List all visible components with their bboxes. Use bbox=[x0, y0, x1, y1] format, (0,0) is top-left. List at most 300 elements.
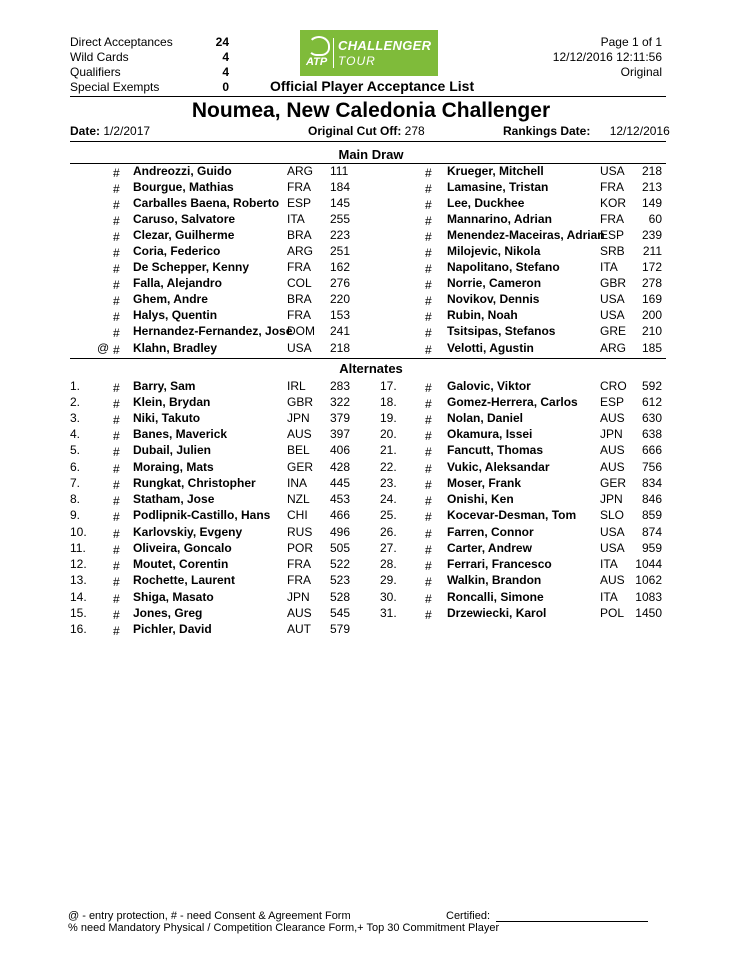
consent-mark: # bbox=[113, 445, 120, 459]
alternate-number: 4. bbox=[70, 427, 81, 441]
player-country: CRO bbox=[600, 379, 627, 393]
summary-label: Wild Cards bbox=[70, 50, 129, 64]
consent-mark: # bbox=[425, 608, 432, 622]
summary-value: 24 bbox=[215, 35, 229, 49]
consent-mark: # bbox=[425, 310, 432, 324]
player-country: AUT bbox=[287, 622, 311, 636]
player-name: Farren, Connor bbox=[447, 525, 534, 539]
divider bbox=[70, 96, 666, 97]
alternate-number: 15. bbox=[70, 606, 87, 620]
consent-mark: # bbox=[425, 397, 432, 411]
player-name: Milojevic, Nikola bbox=[447, 244, 541, 258]
document-version: Original bbox=[620, 65, 662, 79]
tennis-player-icon bbox=[308, 36, 330, 56]
table-row bbox=[0, 492, 742, 508]
player-name: Menendez-Maceiras, Adrian bbox=[447, 228, 605, 242]
player-country: GRE bbox=[600, 324, 627, 338]
logo-line1: CHALLENGER bbox=[338, 38, 432, 53]
consent-mark: # bbox=[113, 310, 120, 324]
main-draw-title: Main Draw bbox=[338, 147, 404, 162]
consent-mark: # bbox=[425, 182, 432, 196]
player-rank: 211 bbox=[642, 244, 662, 258]
player-name: Moser, Frank bbox=[447, 476, 522, 490]
consent-mark: # bbox=[113, 462, 120, 476]
consent-mark: # bbox=[113, 624, 120, 638]
consent-mark: # bbox=[425, 494, 432, 508]
alternate-number: 13. bbox=[70, 573, 87, 587]
player-rank: 322 bbox=[330, 395, 351, 409]
player-country: SRB bbox=[600, 244, 625, 258]
player-name: Kocevar-Desman, Tom bbox=[447, 508, 577, 522]
player-name: Napolitano, Stefano bbox=[447, 260, 560, 274]
alternate-number: 2. bbox=[70, 395, 81, 409]
player-name: Clezar, Guilherme bbox=[133, 228, 235, 242]
consent-mark: # bbox=[113, 543, 120, 557]
player-name: Oliveira, Goncalo bbox=[133, 541, 232, 555]
table-row bbox=[0, 508, 742, 524]
player-country: ESP bbox=[287, 196, 312, 210]
player-country: ITA bbox=[600, 590, 618, 604]
consent-mark: # bbox=[113, 494, 120, 508]
player-country: ARG bbox=[600, 341, 627, 355]
player-country: COL bbox=[287, 276, 312, 290]
cutoff-label: Original Cut Off: bbox=[308, 124, 402, 138]
player-name: Andreozzi, Guido bbox=[133, 164, 232, 178]
logo-divider bbox=[333, 38, 334, 68]
summary-value: 4 bbox=[222, 65, 229, 79]
player-name: Okamura, Issei bbox=[447, 427, 533, 441]
player-name: Velotti, Agustin bbox=[447, 341, 534, 355]
consent-mark: # bbox=[113, 230, 120, 244]
table-row bbox=[0, 228, 742, 244]
player-rank: 428 bbox=[330, 460, 351, 474]
table-row bbox=[0, 590, 742, 606]
legend-line-1: @ - entry protection, # - need Consent & Agreement Form bbox=[68, 910, 351, 922]
alternate-number: 17. bbox=[380, 379, 397, 393]
player-country: AUS bbox=[287, 606, 312, 620]
player-name: Lamasine, Tristan bbox=[447, 180, 549, 194]
player-country: ESP bbox=[600, 395, 625, 409]
player-country: USA bbox=[600, 164, 625, 178]
player-name: Carballes Baena, Roberto bbox=[133, 196, 280, 210]
alternate-number: 30. bbox=[380, 590, 397, 604]
player-name: Mannarino, Adrian bbox=[447, 212, 552, 226]
player-name: Walkin, Brandon bbox=[447, 573, 542, 587]
player-country: USA bbox=[600, 525, 625, 539]
consent-mark: # bbox=[113, 381, 120, 395]
player-country: AUS bbox=[600, 573, 625, 587]
consent-mark: # bbox=[113, 429, 120, 443]
player-name: Statham, Jose bbox=[133, 492, 215, 506]
player-name: Shiga, Masato bbox=[133, 590, 214, 604]
generated-datetime: 12/12/2016 12:11:56 bbox=[552, 50, 662, 64]
summary-label: Qualifiers bbox=[70, 65, 121, 79]
consent-mark: # bbox=[425, 343, 432, 357]
player-country: ITA bbox=[600, 260, 618, 274]
player-country: ARG bbox=[287, 244, 314, 258]
player-name: Gomez-Herrera, Carlos bbox=[447, 395, 578, 409]
summary-value: 0 bbox=[222, 80, 229, 94]
consent-mark: # bbox=[113, 214, 120, 228]
player-name: Vukic, Aleksandar bbox=[447, 460, 550, 474]
player-rank: 859 bbox=[641, 508, 662, 522]
player-country: CHI bbox=[287, 508, 308, 522]
player-country: GER bbox=[287, 460, 314, 474]
consent-mark: # bbox=[113, 246, 120, 260]
certified-label: Certified: bbox=[446, 910, 491, 922]
player-rank: 528 bbox=[330, 590, 351, 604]
player-country: BEL bbox=[287, 443, 310, 457]
table-row bbox=[0, 622, 742, 638]
alternate-number: 11. bbox=[70, 541, 86, 555]
player-rank: 959 bbox=[641, 541, 662, 555]
cutoff-value: 278 bbox=[404, 124, 425, 138]
alternate-number: 27. bbox=[380, 541, 397, 555]
player-name: Halys, Quentin bbox=[133, 308, 218, 322]
consent-mark: # bbox=[113, 478, 120, 492]
cutoff-field bbox=[308, 124, 425, 138]
divider bbox=[70, 358, 666, 359]
player-country: FRA bbox=[600, 180, 624, 194]
consent-mark: # bbox=[425, 559, 432, 573]
alternate-number: 26. bbox=[380, 525, 397, 539]
consent-mark: # bbox=[425, 592, 432, 606]
alternate-number: 6. bbox=[70, 460, 81, 474]
player-country: FRA bbox=[287, 180, 311, 194]
player-rank: 145 bbox=[330, 196, 351, 210]
player-rank: 1450 bbox=[635, 606, 662, 620]
alternate-number: 29. bbox=[380, 573, 397, 587]
player-rank: 846 bbox=[641, 492, 662, 506]
table-row bbox=[0, 260, 742, 276]
player-rank: 756 bbox=[641, 460, 662, 474]
player-country: GER bbox=[600, 476, 627, 490]
player-name: Ghem, Andre bbox=[133, 292, 208, 306]
player-name: Roncalli, Simone bbox=[447, 590, 544, 604]
player-country: JPN bbox=[287, 411, 310, 425]
table-row bbox=[0, 180, 742, 196]
player-rank: 278 bbox=[641, 276, 662, 290]
player-rank: 153 bbox=[330, 308, 351, 322]
player-country: KOR bbox=[600, 196, 627, 210]
table-row bbox=[0, 292, 742, 308]
player-rank: 579 bbox=[330, 622, 351, 636]
player-country: INA bbox=[287, 476, 308, 490]
player-name: Barry, Sam bbox=[133, 379, 196, 393]
consent-mark: # bbox=[113, 198, 120, 212]
player-country: FRA bbox=[287, 557, 311, 571]
player-name: Klahn, Bradley bbox=[133, 341, 218, 355]
player-country: FRA bbox=[600, 212, 624, 226]
player-name: Novikov, Dennis bbox=[447, 292, 540, 306]
player-country: USA bbox=[287, 341, 312, 355]
player-country: FRA bbox=[287, 260, 311, 274]
player-name: Pichler, David bbox=[133, 622, 212, 636]
consent-mark: # bbox=[113, 510, 120, 524]
alternate-number: 1. bbox=[70, 379, 81, 393]
player-name: Caruso, Salvatore bbox=[133, 212, 236, 226]
consent-mark: # bbox=[425, 543, 432, 557]
player-country: AUS bbox=[287, 427, 312, 441]
consent-mark: # bbox=[425, 230, 432, 244]
player-country: ITA bbox=[600, 557, 618, 571]
consent-mark: # bbox=[113, 397, 120, 411]
alternate-number: 28. bbox=[380, 557, 397, 571]
table-row bbox=[0, 308, 742, 324]
logo-atp-text: ATP bbox=[306, 56, 328, 68]
player-rank: 630 bbox=[641, 411, 662, 425]
player-rank: 505 bbox=[330, 541, 351, 555]
player-rank: 1083 bbox=[635, 590, 662, 604]
player-rank: 466 bbox=[330, 508, 351, 522]
table-row bbox=[0, 196, 742, 212]
player-name: Ferrari, Francesco bbox=[447, 557, 552, 571]
player-name: Falla, Alejandro bbox=[133, 276, 222, 290]
player-rank: 638 bbox=[641, 427, 662, 441]
alternate-number: 7. bbox=[70, 476, 81, 490]
player-country: BRA bbox=[287, 228, 312, 242]
player-country: GBR bbox=[600, 276, 627, 290]
player-rank: 172 bbox=[641, 260, 662, 274]
date-value: 1/2/2017 bbox=[103, 124, 151, 138]
entry-protection-mark: @ bbox=[97, 341, 110, 355]
table-row bbox=[0, 573, 742, 589]
player-country: AUS bbox=[600, 460, 625, 474]
consent-mark: # bbox=[425, 294, 432, 308]
player-rank: 185 bbox=[641, 341, 662, 355]
consent-mark: # bbox=[113, 182, 120, 196]
divider bbox=[70, 141, 666, 142]
alternate-number: 20. bbox=[380, 427, 397, 441]
player-rank: 184 bbox=[330, 180, 351, 194]
consent-mark: # bbox=[425, 413, 432, 427]
player-rank: 241 bbox=[330, 324, 351, 338]
summary-value: 4 bbox=[222, 50, 229, 64]
player-rank: 445 bbox=[330, 476, 351, 490]
player-name: Moutet, Corentin bbox=[133, 557, 229, 571]
table-row bbox=[0, 395, 742, 411]
player-country: ARG bbox=[287, 164, 314, 178]
table-row bbox=[0, 341, 742, 357]
player-country: GBR bbox=[287, 395, 314, 409]
player-rank: 200 bbox=[641, 308, 662, 322]
consent-mark: # bbox=[425, 278, 432, 292]
consent-mark: # bbox=[113, 343, 120, 357]
alternate-number: 18. bbox=[380, 395, 397, 409]
legend-line-2: % need Mandatory Physical / Competition Clearance Form,+ Top 30 Commitment Player bbox=[68, 922, 500, 934]
alternate-number: 21. bbox=[380, 443, 397, 457]
consent-mark: # bbox=[425, 510, 432, 524]
player-name: Drzewiecki, Karol bbox=[447, 606, 547, 620]
player-name: Jones, Greg bbox=[133, 606, 203, 620]
alternate-number: 16. bbox=[70, 622, 87, 636]
alternate-number: 19. bbox=[380, 411, 397, 425]
consent-mark: # bbox=[113, 592, 120, 606]
player-country: USA bbox=[600, 308, 625, 322]
player-rank: 397 bbox=[330, 427, 351, 441]
alternate-number: 14. bbox=[70, 590, 87, 604]
player-country: USA bbox=[600, 292, 625, 306]
player-country: NZL bbox=[287, 492, 310, 506]
player-country: FRA bbox=[287, 573, 311, 587]
player-country: BRA bbox=[287, 292, 312, 306]
player-country: ESP bbox=[600, 228, 625, 242]
consent-mark: # bbox=[425, 575, 432, 589]
alternate-number: 3. bbox=[70, 411, 81, 425]
table-row bbox=[0, 427, 742, 443]
player-rank: 874 bbox=[641, 525, 662, 539]
player-name: Hernandez-Fernandez, Jose bbox=[133, 324, 293, 338]
consent-mark: # bbox=[425, 262, 432, 276]
table-row bbox=[0, 276, 742, 292]
player-country: POL bbox=[600, 606, 625, 620]
player-country: JPN bbox=[600, 492, 623, 506]
player-rank: 213 bbox=[641, 180, 662, 194]
player-name: De Schepper, Kenny bbox=[133, 260, 250, 274]
consent-mark: # bbox=[113, 294, 120, 308]
table-row bbox=[0, 244, 742, 260]
tournament-title: Noumea, New Caledonia Challenger bbox=[191, 99, 551, 122]
alternate-number: 22. bbox=[380, 460, 397, 474]
alternate-number: 9. bbox=[70, 508, 81, 522]
table-row bbox=[0, 606, 742, 622]
player-name: Nolan, Daniel bbox=[447, 411, 524, 425]
player-rank: 210 bbox=[641, 324, 662, 338]
consent-mark: # bbox=[425, 478, 432, 492]
player-rank: 453 bbox=[330, 492, 351, 506]
player-name: Coria, Federico bbox=[133, 244, 221, 258]
player-name: Carter, Andrew bbox=[447, 541, 532, 555]
table-row bbox=[0, 541, 742, 557]
player-name: Fancutt, Thomas bbox=[447, 443, 544, 457]
list-title: Official Player Acceptance List bbox=[270, 78, 475, 94]
alternate-number: 31. bbox=[380, 606, 397, 620]
rankings-date-field bbox=[503, 124, 670, 138]
player-rank: 255 bbox=[330, 212, 351, 226]
player-rank: 111 bbox=[330, 164, 349, 178]
player-rank: 592 bbox=[641, 379, 662, 393]
table-row bbox=[0, 411, 742, 427]
alternate-number: 24. bbox=[380, 492, 397, 506]
player-rank: 666 bbox=[641, 443, 662, 457]
player-name: Podlipnik-Castillo, Hans bbox=[133, 508, 271, 522]
certified-signature-line bbox=[496, 921, 648, 922]
consent-mark: # bbox=[425, 445, 432, 459]
consent-mark: # bbox=[113, 326, 120, 340]
player-name: Lee, Duckhee bbox=[447, 196, 525, 210]
player-rank: 1062 bbox=[635, 573, 662, 587]
player-country: DOM bbox=[287, 324, 315, 338]
player-name: Klein, Brydan bbox=[133, 395, 211, 409]
player-name: Rubin, Noah bbox=[447, 308, 518, 322]
page-number: Page 1 of 1 bbox=[600, 35, 662, 49]
player-country: AUS bbox=[600, 443, 625, 457]
table-row bbox=[0, 212, 742, 228]
consent-mark: # bbox=[425, 214, 432, 228]
table-row bbox=[0, 525, 742, 541]
player-rank: 220 bbox=[330, 292, 351, 306]
summary-label: Direct Acceptances bbox=[70, 35, 173, 49]
table-row bbox=[0, 324, 742, 340]
player-country: AUS bbox=[600, 411, 625, 425]
player-rank: 379 bbox=[330, 411, 351, 425]
player-name: Rungkat, Christopher bbox=[133, 476, 256, 490]
consent-mark: # bbox=[425, 527, 432, 541]
rankings-date-label: Rankings Date: bbox=[503, 124, 591, 138]
player-country: JPN bbox=[600, 427, 623, 441]
player-rank: 522 bbox=[330, 557, 351, 571]
player-country: JPN bbox=[287, 590, 310, 604]
player-name: Rochette, Laurent bbox=[133, 573, 236, 587]
player-rank: 162 bbox=[330, 260, 351, 274]
alternate-number: 12. bbox=[70, 557, 87, 571]
player-rank: 251 bbox=[330, 244, 351, 258]
consent-mark: # bbox=[425, 198, 432, 212]
consent-mark: # bbox=[113, 559, 120, 573]
player-rank: 834 bbox=[641, 476, 662, 490]
player-country: POR bbox=[287, 541, 314, 555]
player-rank: 496 bbox=[330, 525, 351, 539]
consent-mark: # bbox=[113, 608, 120, 622]
player-name: Niki, Takuto bbox=[133, 411, 201, 425]
player-name: Tsitsipas, Stefanos bbox=[447, 324, 556, 338]
player-name: Galovic, Viktor bbox=[447, 379, 531, 393]
player-rank: 406 bbox=[330, 443, 351, 457]
player-name: Karlovskiy, Evgeny bbox=[133, 525, 243, 539]
player-rank: 276 bbox=[330, 276, 351, 290]
player-rank: 239 bbox=[641, 228, 662, 242]
player-country: IRL bbox=[287, 379, 306, 393]
table-row bbox=[0, 443, 742, 459]
date-label: Date: bbox=[70, 124, 101, 138]
player-name: Onishi, Ken bbox=[447, 492, 514, 506]
consent-mark: # bbox=[113, 166, 120, 180]
alternates-title: Alternates bbox=[339, 361, 403, 376]
table-row bbox=[0, 460, 742, 476]
consent-mark: # bbox=[425, 246, 432, 260]
player-rank: 283 bbox=[330, 379, 351, 393]
player-rank: 218 bbox=[641, 164, 662, 178]
consent-mark: # bbox=[113, 413, 120, 427]
consent-mark: # bbox=[113, 527, 120, 541]
table-row bbox=[0, 476, 742, 492]
alternate-number: 8. bbox=[70, 492, 81, 506]
consent-mark: # bbox=[425, 462, 432, 476]
player-name: Norrie, Cameron bbox=[447, 276, 542, 290]
player-rank: 223 bbox=[330, 228, 351, 242]
player-name: Bourgue, Mathias bbox=[133, 180, 234, 194]
player-country: FRA bbox=[287, 308, 311, 322]
player-name: Dubail, Julien bbox=[133, 443, 212, 457]
consent-mark: # bbox=[113, 278, 120, 292]
summary-label: Special Exempts bbox=[70, 80, 160, 94]
table-row bbox=[0, 379, 742, 395]
consent-mark: # bbox=[113, 575, 120, 589]
alternate-number: 23. bbox=[380, 476, 397, 490]
player-name: Moraing, Mats bbox=[133, 460, 214, 474]
consent-mark: # bbox=[425, 166, 432, 180]
player-name: Banes, Maverick bbox=[133, 427, 228, 441]
player-rank: 1044 bbox=[635, 557, 662, 571]
alternate-number: 5. bbox=[70, 443, 81, 457]
player-name: Krueger, Mitchell bbox=[447, 164, 544, 178]
player-country: SLO bbox=[600, 508, 625, 522]
player-country: RUS bbox=[287, 525, 313, 539]
player-rank: 169 bbox=[641, 292, 662, 306]
consent-mark: # bbox=[113, 262, 120, 276]
date-field bbox=[70, 124, 150, 138]
consent-mark: # bbox=[425, 326, 432, 340]
